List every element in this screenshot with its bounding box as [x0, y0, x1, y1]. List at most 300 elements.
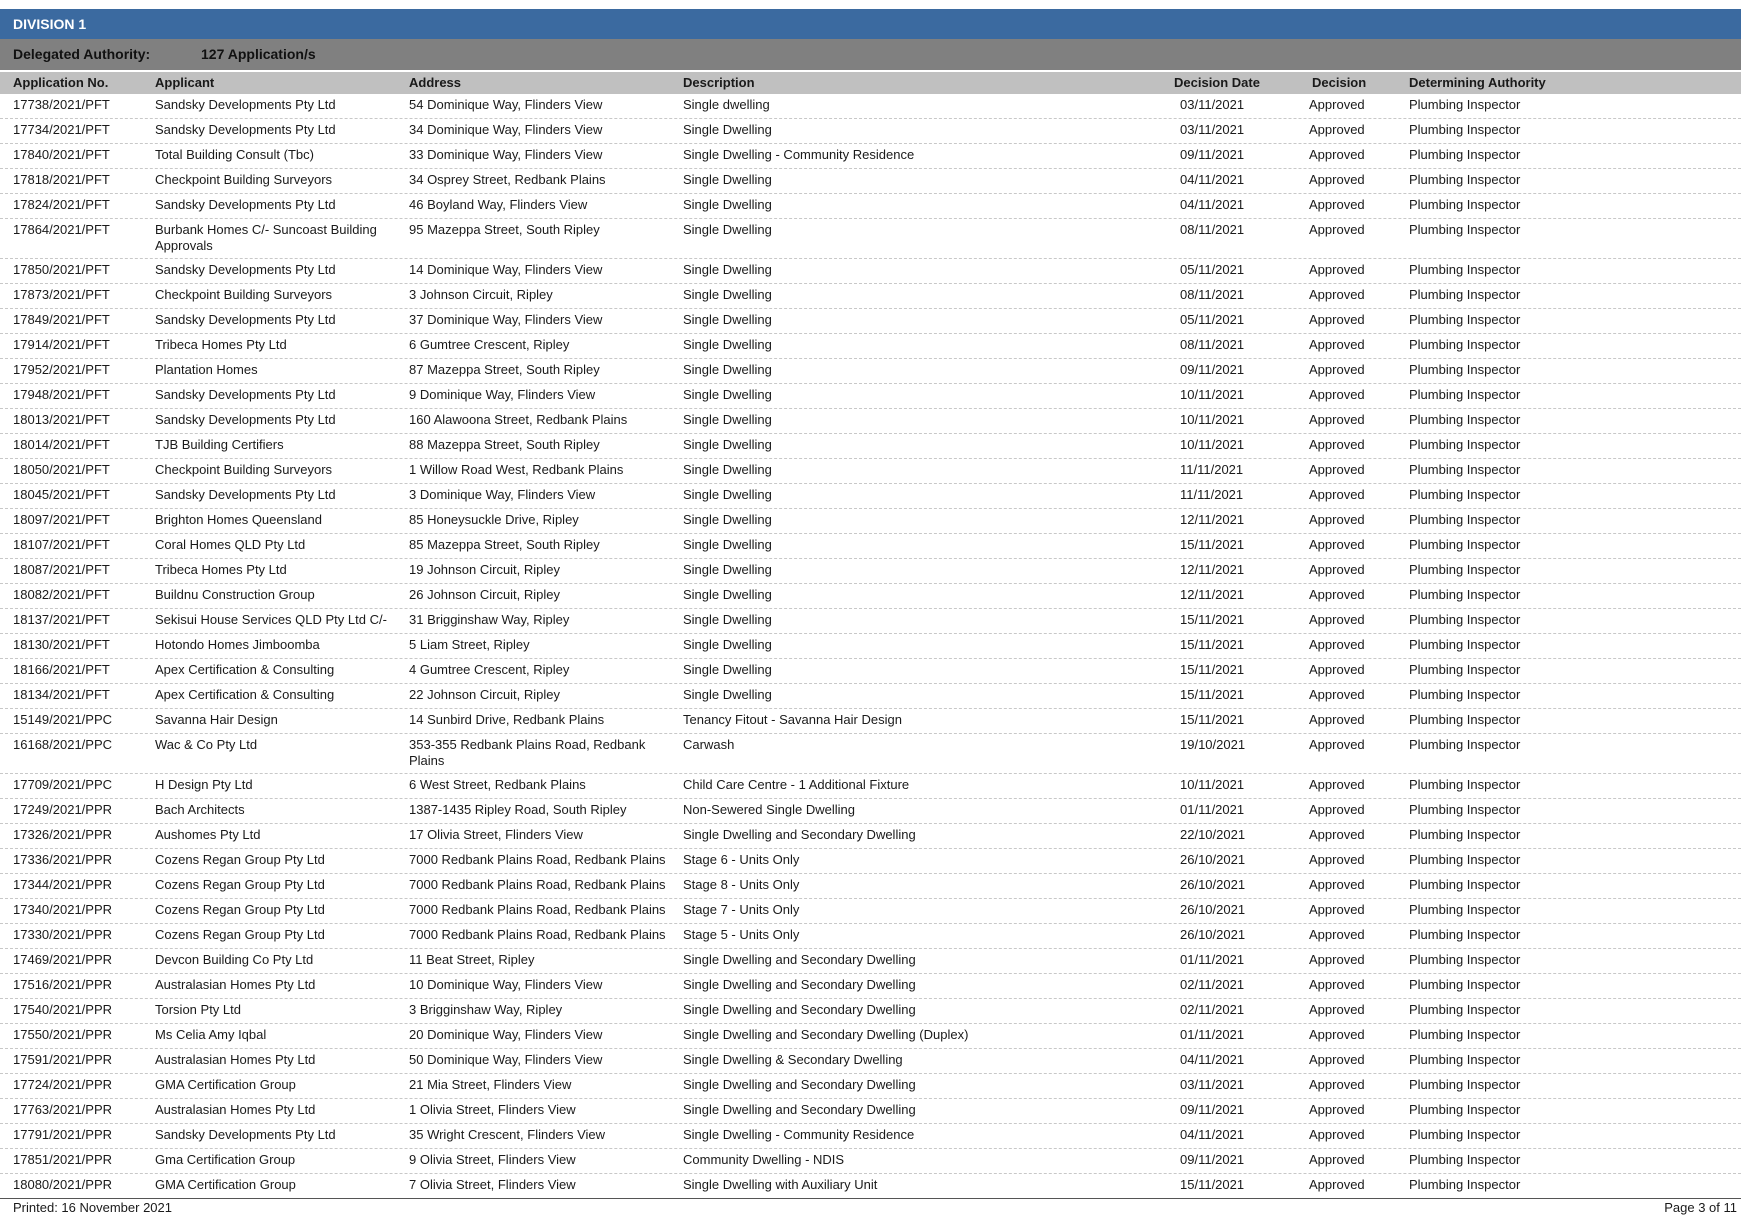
table-row [0, 359, 1741, 384]
cell-description: Single Dwelling [683, 487, 772, 502]
cell-applicant: Sandsky Developments Pty Ltd [155, 312, 336, 327]
cell-determining-authority: Plumbing Inspector [1409, 612, 1521, 627]
cell-application-no: 17763/2021/PPR [13, 1102, 113, 1117]
cell-decision-date: 10/11/2021 [1180, 412, 1245, 427]
cell-description: Single Dwelling [683, 562, 772, 577]
cell-address: 1 Olivia Street, Flinders View [409, 1102, 576, 1117]
cell-decision: Approved [1309, 537, 1365, 552]
cell-decision-date: 10/11/2021 [1180, 437, 1245, 452]
cell-applicant: Checkpoint Building Surveyors [155, 462, 333, 477]
cell-determining-authority: Plumbing Inspector [1409, 852, 1521, 867]
cell-description: Single Dwelling [683, 197, 772, 212]
cell-application-no: 18080/2021/PPR [13, 1177, 113, 1192]
cell-applicant: Sandsky Developments Pty Ltd [155, 387, 336, 402]
cell-address: 11 Beat Street, Ripley [409, 952, 535, 967]
cell-application-no: 17344/2021/PPR [13, 877, 113, 892]
cell-determining-authority: Plumbing Inspector [1409, 1177, 1521, 1192]
cell-decision-date: 15/11/2021 [1180, 612, 1245, 627]
cell-determining-authority: Plumbing Inspector [1409, 462, 1521, 477]
cell-application-no: 18134/2021/PFT [13, 687, 110, 702]
cell-applicant: Burbank Homes C/- Suncoast Building Approvals [155, 222, 377, 253]
cell-decision: Approved [1309, 612, 1365, 627]
cell-decision-date: 05/11/2021 [1180, 262, 1245, 277]
cell-decision: Approved [1309, 387, 1365, 402]
cell-determining-authority: Plumbing Inspector [1409, 312, 1521, 327]
table-row [0, 634, 1741, 659]
cell-applicant: Sandsky Developments Pty Ltd [155, 197, 336, 212]
cell-applicant: Sandsky Developments Pty Ltd [155, 97, 336, 112]
cell-determining-authority: Plumbing Inspector [1409, 562, 1521, 577]
delegated-authority-label: Delegated Authority: [13, 46, 151, 62]
cell-application-no: 17851/2021/PPR [13, 1152, 113, 1167]
cell-determining-authority: Plumbing Inspector [1409, 802, 1521, 817]
cell-address: 7000 Redbank Plains Road, Redbank Plains [409, 852, 666, 867]
cell-determining-authority: Plumbing Inspector [1409, 777, 1521, 792]
cell-application-no: 18013/2021/PFT [13, 412, 110, 427]
table-row [0, 259, 1741, 284]
cell-decision: Approved [1309, 587, 1365, 602]
column-header-application-no: Application No. [13, 75, 109, 90]
cell-description: Stage 7 - Units Only [683, 902, 800, 917]
cell-address: 3 Johnson Circuit, Ripley [409, 287, 553, 302]
cell-application-no: 18087/2021/PFT [13, 562, 110, 577]
cell-determining-authority: Plumbing Inspector [1409, 437, 1521, 452]
table-row [0, 709, 1741, 734]
table-row [0, 119, 1741, 144]
cell-address: 19 Johnson Circuit, Ripley [409, 562, 561, 577]
cell-determining-authority: Plumbing Inspector [1409, 927, 1521, 942]
cell-determining-authority: Plumbing Inspector [1409, 222, 1521, 237]
cell-decision: Approved [1309, 312, 1365, 327]
cell-decision-date: 12/11/2021 [1180, 587, 1245, 602]
cell-applicant: Tribeca Homes Pty Ltd [155, 562, 287, 577]
cell-decision-date: 15/11/2021 [1180, 637, 1245, 652]
printed-date: Printed: 16 November 2021 [13, 1200, 172, 1215]
cell-applicant: Savanna Hair Design [155, 712, 278, 727]
cell-application-no: 18082/2021/PFT [13, 587, 110, 602]
cell-description: Non-Sewered Single Dwelling [683, 802, 855, 817]
cell-application-no: 17540/2021/PPR [13, 1002, 113, 1017]
cell-decision-date: 15/11/2021 [1180, 1177, 1245, 1192]
cell-decision-date: 26/10/2021 [1180, 852, 1246, 867]
cell-determining-authority: Plumbing Inspector [1409, 147, 1521, 162]
cell-address: 9 Dominique Way, Flinders View [409, 387, 596, 402]
cell-determining-authority: Plumbing Inspector [1409, 1152, 1521, 1167]
cell-description: Single Dwelling [683, 662, 772, 677]
cell-address: 1 Willow Road West, Redbank Plains [409, 462, 624, 477]
cell-application-no: 17864/2021/PFT [13, 222, 110, 237]
cell-decision-date: 12/11/2021 [1180, 512, 1245, 527]
cell-decision-date: 01/11/2021 [1180, 1027, 1245, 1042]
table-row [0, 1174, 1741, 1199]
table-row [0, 534, 1741, 559]
cell-decision-date: 08/11/2021 [1180, 337, 1245, 352]
cell-address: 35 Wright Crescent, Flinders View [409, 1127, 606, 1142]
cell-decision-date: 08/11/2021 [1180, 287, 1245, 302]
cell-decision-date: 26/10/2021 [1180, 927, 1246, 942]
cell-decision: Approved [1309, 197, 1365, 212]
cell-description: Tenancy Fitout - Savanna Hair Design [683, 712, 902, 727]
cell-description: Child Care Centre - 1 Additional Fixture [683, 777, 910, 792]
cell-application-no: 17824/2021/PFT [13, 197, 110, 212]
cell-decision: Approved [1309, 977, 1365, 992]
cell-application-no: 18014/2021/PFT [13, 437, 110, 452]
cell-description: Single Dwelling [683, 362, 772, 377]
column-header-determining-authority: Determining Authority [1409, 75, 1546, 90]
cell-application-no: 17849/2021/PFT [13, 312, 110, 327]
cell-application-no: 17850/2021/PFT [13, 262, 110, 277]
table-row [0, 659, 1741, 684]
cell-decision-date: 15/11/2021 [1180, 687, 1245, 702]
cell-application-no: 17791/2021/PPR [13, 1127, 113, 1142]
cell-address: 95 Mazeppa Street, South Ripley [409, 222, 600, 237]
table-row [0, 899, 1741, 924]
cell-application-no: 18050/2021/PFT [13, 462, 110, 477]
table-row [0, 874, 1741, 899]
cell-decision-date: 15/11/2021 [1180, 537, 1245, 552]
cell-address: 34 Osprey Street, Redbank Plains [409, 172, 606, 187]
cell-decision-date: 09/11/2021 [1180, 362, 1245, 377]
cell-applicant: Aushomes Pty Ltd [155, 827, 261, 842]
cell-decision-date: 04/11/2021 [1180, 172, 1245, 187]
cell-applicant: Sekisui House Services QLD Pty Ltd C/- [155, 612, 387, 627]
cell-decision: Approved [1309, 412, 1365, 427]
cell-description: Single Dwelling [683, 462, 772, 477]
cell-application-no: 17818/2021/PFT [13, 172, 110, 187]
cell-application-no: 15149/2021/PPC [13, 712, 113, 727]
cell-address: 21 Mia Street, Flinders View [409, 1077, 572, 1092]
cell-application-no: 17948/2021/PFT [13, 387, 110, 402]
cell-applicant: Australasian Homes Pty Ltd [155, 977, 316, 992]
cell-application-no: 18097/2021/PFT [13, 512, 110, 527]
cell-application-no: 17709/2021/PPC [13, 777, 113, 792]
applications-table [0, 94, 1741, 1199]
cell-description: Single Dwelling and Secondary Dwelling [683, 1077, 916, 1092]
table-row [0, 824, 1741, 849]
cell-determining-authority: Plumbing Inspector [1409, 902, 1521, 917]
cell-decision: Approved [1309, 1152, 1365, 1167]
table-row [0, 309, 1741, 334]
cell-decision: Approved [1309, 877, 1365, 892]
cell-application-no: 17516/2021/PPR [13, 977, 113, 992]
cell-application-no: 18130/2021/PFT [13, 637, 110, 652]
cell-applicant: Plantation Homes [155, 362, 258, 377]
cell-decision: Approved [1309, 147, 1365, 162]
cell-decision-date: 19/10/2021 [1180, 737, 1246, 752]
cell-description: Single Dwelling [683, 412, 772, 427]
cell-decision: Approved [1309, 262, 1365, 277]
cell-decision: Approved [1309, 687, 1365, 702]
table-row [0, 334, 1741, 359]
cell-address: 7000 Redbank Plains Road, Redbank Plains [409, 877, 666, 892]
cell-address: 6 Gumtree Crescent, Ripley [409, 337, 570, 352]
cell-decision-date: 10/11/2021 [1180, 777, 1245, 792]
cell-address: 26 Johnson Circuit, Ripley [409, 587, 561, 602]
cell-description: Single Dwelling and Secondary Dwelling [683, 1102, 916, 1117]
cell-determining-authority: Plumbing Inspector [1409, 1127, 1521, 1142]
cell-applicant: Sandsky Developments Pty Ltd [155, 1127, 336, 1142]
cell-applicant: Total Building Consult (Tbc) [155, 147, 314, 162]
cell-determining-authority: Plumbing Inspector [1409, 122, 1521, 137]
cell-application-no: 17469/2021/PPR [13, 952, 113, 967]
table-header [0, 72, 1741, 94]
cell-application-no: 17591/2021/PPR [13, 1052, 113, 1067]
cell-address: 22 Johnson Circuit, Ripley [409, 687, 561, 702]
table-row [0, 219, 1741, 259]
cell-description: Stage 8 - Units Only [683, 877, 800, 892]
table-row [0, 974, 1741, 999]
table-row [0, 1099, 1741, 1124]
cell-address: 1387-1435 Ripley Road, South Ripley [409, 802, 627, 817]
cell-description: Single Dwelling [683, 262, 772, 277]
table-row [0, 144, 1741, 169]
cell-address: 46 Boyland Way, Flinders View [409, 197, 588, 212]
cell-description: Carwash [683, 737, 735, 752]
cell-decision: Approved [1309, 512, 1365, 527]
cell-address: 33 Dominique Way, Flinders View [409, 147, 603, 162]
cell-decision-date: 22/10/2021 [1180, 827, 1246, 842]
cell-application-no: 17738/2021/PFT [13, 97, 110, 112]
cell-decision: Approved [1309, 737, 1365, 752]
cell-applicant: Sandsky Developments Pty Ltd [155, 487, 336, 502]
table-row [0, 999, 1741, 1024]
cell-decision: Approved [1309, 1177, 1365, 1192]
cell-determining-authority: Plumbing Inspector [1409, 412, 1521, 427]
cell-applicant: Devcon Building Co Pty Ltd [155, 952, 314, 967]
column-header-applicant: Applicant [155, 75, 215, 90]
cell-decision-date: 09/11/2021 [1180, 147, 1245, 162]
cell-description: Single Dwelling [683, 537, 772, 552]
cell-application-no: 17249/2021/PPR [13, 802, 113, 817]
cell-decision: Approved [1309, 562, 1365, 577]
cell-decision: Approved [1309, 927, 1365, 942]
cell-determining-authority: Plumbing Inspector [1409, 1052, 1521, 1067]
cell-applicant: Cozens Regan Group Pty Ltd [155, 927, 325, 942]
table-row [0, 774, 1741, 799]
cell-applicant: GMA Certification Group [155, 1077, 296, 1092]
cell-application-no: 17724/2021/PPR [13, 1077, 113, 1092]
cell-description: Single Dwelling [683, 687, 772, 702]
cell-applicant: Australasian Homes Pty Ltd [155, 1102, 316, 1117]
cell-applicant: Gma Certification Group [155, 1152, 296, 1167]
cell-address: 14 Sunbird Drive, Redbank Plains [409, 712, 605, 727]
cell-decision-date: 26/10/2021 [1180, 877, 1246, 892]
cell-application-no: 17952/2021/PFT [13, 362, 110, 377]
cell-determining-authority: Plumbing Inspector [1409, 487, 1521, 502]
cell-description: Single Dwelling and Secondary Dwelling [683, 1002, 916, 1017]
cell-application-no: 17340/2021/PPR [13, 902, 113, 917]
table-row [0, 409, 1741, 434]
page-number: Page 3 of 11 [1664, 1200, 1737, 1215]
cell-address: 7000 Redbank Plains Road, Redbank Plains [409, 902, 666, 917]
cell-decision: Approved [1309, 337, 1365, 352]
cell-application-no: 18045/2021/PFT [13, 487, 110, 502]
table-row [0, 509, 1741, 534]
cell-decision-date: 03/11/2021 [1180, 122, 1245, 137]
cell-description: Single Dwelling [683, 637, 772, 652]
table-row [0, 1074, 1741, 1099]
cell-application-no: 17734/2021/PFT [13, 122, 110, 137]
column-header-decision: Decision [1312, 75, 1367, 90]
cell-determining-authority: Plumbing Inspector [1409, 172, 1521, 187]
table-row [0, 94, 1741, 119]
table-row [0, 194, 1741, 219]
table-row [0, 559, 1741, 584]
cell-determining-authority: Plumbing Inspector [1409, 737, 1521, 752]
cell-application-no: 18107/2021/PFT [13, 537, 110, 552]
cell-applicant: Cozens Regan Group Pty Ltd [155, 902, 325, 917]
cell-determining-authority: Plumbing Inspector [1409, 512, 1521, 527]
table-row [0, 484, 1741, 509]
cell-decision-date: 03/11/2021 [1180, 97, 1245, 112]
cell-address: 10 Dominique Way, Flinders View [409, 977, 603, 992]
cell-decision-date: 11/11/2021 [1180, 487, 1244, 502]
cell-decision-date: 01/11/2021 [1180, 952, 1245, 967]
cell-description: Single Dwelling & Secondary Dwelling [683, 1052, 903, 1067]
cell-decision: Approved [1309, 1102, 1365, 1117]
table-row [0, 949, 1741, 974]
cell-description: Single Dwelling [683, 222, 772, 237]
table-row [0, 459, 1741, 484]
cell-application-no: 17840/2021/PFT [13, 147, 110, 162]
cell-determining-authority: Plumbing Inspector [1409, 97, 1521, 112]
cell-applicant: Apex Certification & Consulting [155, 662, 335, 677]
cell-address: 85 Honeysuckle Drive, Ripley [409, 512, 579, 527]
cell-decision-date: 04/11/2021 [1180, 1127, 1245, 1142]
cell-address: 3 Dominique Way, Flinders View [409, 487, 596, 502]
cell-applicant: Coral Homes QLD Pty Ltd [155, 537, 306, 552]
cell-decision: Approved [1309, 852, 1365, 867]
cell-address: 37 Dominique Way, Flinders View [409, 312, 603, 327]
cell-decision-date: 12/11/2021 [1180, 562, 1245, 577]
cell-determining-authority: Plumbing Inspector [1409, 952, 1521, 967]
table-row [0, 924, 1741, 949]
cell-description: Single Dwelling with Auxiliary Unit [683, 1177, 878, 1192]
cell-applicant: Ms Celia Amy Iqbal [155, 1027, 267, 1042]
table-row [0, 384, 1741, 409]
cell-decision: Approved [1309, 462, 1365, 477]
cell-decision: Approved [1309, 1127, 1365, 1142]
cell-description: Single Dwelling [683, 512, 772, 527]
cell-applicant: Torsion Pty Ltd [155, 1002, 241, 1017]
cell-address: 31 Brigginshaw Way, Ripley [409, 612, 570, 627]
cell-determining-authority: Plumbing Inspector [1409, 197, 1521, 212]
cell-description: Single Dwelling - Community Residence [683, 147, 915, 162]
cell-decision-date: 26/10/2021 [1180, 902, 1246, 917]
cell-determining-authority: Plumbing Inspector [1409, 337, 1521, 352]
cell-address: 17 Olivia Street, Flinders View [409, 827, 583, 842]
footer-divider [0, 1198, 1741, 1199]
cell-decision: Approved [1309, 172, 1365, 187]
cell-applicant: GMA Certification Group [155, 1177, 296, 1192]
cell-decision-date: 15/11/2021 [1180, 662, 1245, 677]
cell-address: 87 Mazeppa Street, South Ripley [409, 362, 600, 377]
cell-application-no: 17914/2021/PFT [13, 337, 110, 352]
cell-decision-date: 09/11/2021 [1180, 1102, 1245, 1117]
cell-application-no: 17550/2021/PPR [13, 1027, 113, 1042]
table-row [0, 284, 1741, 309]
cell-decision-date: 04/11/2021 [1180, 1052, 1245, 1067]
cell-address: 50 Dominique Way, Flinders View [409, 1052, 603, 1067]
cell-applicant: Cozens Regan Group Pty Ltd [155, 852, 325, 867]
cell-description: Single Dwelling and Secondary Dwelling [683, 952, 916, 967]
cell-decision-date: 04/11/2021 [1180, 197, 1245, 212]
cell-decision: Approved [1309, 287, 1365, 302]
table-row [0, 434, 1741, 459]
cell-address: 54 Dominique Way, Flinders View [409, 97, 603, 112]
cell-description: Single Dwelling and Secondary Dwelling [683, 827, 916, 842]
cell-decision: Approved [1309, 362, 1365, 377]
cell-description: Single Dwelling [683, 587, 772, 602]
cell-decision-date: 08/11/2021 [1180, 222, 1245, 237]
cell-decision: Approved [1309, 437, 1365, 452]
cell-applicant: Sandsky Developments Pty Ltd [155, 122, 336, 137]
table-row [0, 799, 1741, 824]
cell-decision: Approved [1309, 637, 1365, 652]
cell-applicant: Australasian Homes Pty Ltd [155, 1052, 316, 1067]
cell-decision-date: 03/11/2021 [1180, 1077, 1245, 1092]
cell-decision: Approved [1309, 777, 1365, 792]
cell-decision: Approved [1309, 662, 1365, 677]
cell-description: Stage 5 - Units Only [683, 927, 800, 942]
cell-description: Single Dwelling and Secondary Dwelling [683, 977, 916, 992]
table-row [0, 1049, 1741, 1074]
cell-determining-authority: Plumbing Inspector [1409, 712, 1521, 727]
cell-application-no: 17330/2021/PPR [13, 927, 113, 942]
table-row [0, 1149, 1741, 1174]
cell-decision: Approved [1309, 802, 1365, 817]
cell-applicant: Sandsky Developments Pty Ltd [155, 412, 336, 427]
cell-decision: Approved [1309, 827, 1365, 842]
cell-determining-authority: Plumbing Inspector [1409, 687, 1521, 702]
cell-decision-date: 02/11/2021 [1180, 977, 1245, 992]
table-row [0, 169, 1741, 194]
cell-address: 4 Gumtree Crescent, Ripley [409, 662, 570, 677]
cell-determining-authority: Plumbing Inspector [1409, 637, 1521, 652]
cell-determining-authority: Plumbing Inspector [1409, 1102, 1521, 1117]
cell-description: Single Dwelling and Secondary Dwelling (Duplex) [683, 1027, 969, 1042]
cell-address: 160 Alawoona Street, Redbank Plains [409, 412, 628, 427]
cell-address: 5 Liam Street, Ripley [409, 637, 530, 652]
cell-determining-authority: Plumbing Inspector [1409, 362, 1521, 377]
cell-address: 3 Brigginshaw Way, Ripley [409, 1002, 563, 1017]
cell-applicant: Sandsky Developments Pty Ltd [155, 262, 336, 277]
cell-description: Single Dwelling [683, 337, 772, 352]
table-row [0, 584, 1741, 609]
cell-decision: Approved [1309, 712, 1365, 727]
cell-determining-authority: Plumbing Inspector [1409, 1027, 1521, 1042]
column-header-decision-date: Decision Date [1174, 75, 1260, 90]
cell-applicant: TJB Building Certifiers [155, 437, 284, 452]
cell-decision-date: 11/11/2021 [1180, 462, 1244, 477]
cell-address: 9 Olivia Street, Flinders View [409, 1152, 576, 1167]
division-title: DIVISION 1 [0, 9, 1741, 39]
cell-applicant: Bach Architects [155, 802, 245, 817]
cell-determining-authority: Plumbing Inspector [1409, 537, 1521, 552]
cell-decision: Approved [1309, 1027, 1365, 1042]
cell-applicant: Wac & Co Pty Ltd [155, 737, 258, 752]
cell-decision: Approved [1309, 1052, 1365, 1067]
cell-decision: Approved [1309, 1077, 1365, 1092]
cell-determining-authority: Plumbing Inspector [1409, 1077, 1521, 1092]
table-row [0, 684, 1741, 709]
cell-application-no: 17336/2021/PPR [13, 852, 113, 867]
cell-decision: Approved [1309, 1002, 1365, 1017]
cell-description: Stage 6 - Units Only [683, 852, 800, 867]
cell-decision: Approved [1309, 97, 1365, 112]
cell-description: Single Dwelling [683, 312, 772, 327]
cell-decision-date: 01/11/2021 [1180, 802, 1245, 817]
